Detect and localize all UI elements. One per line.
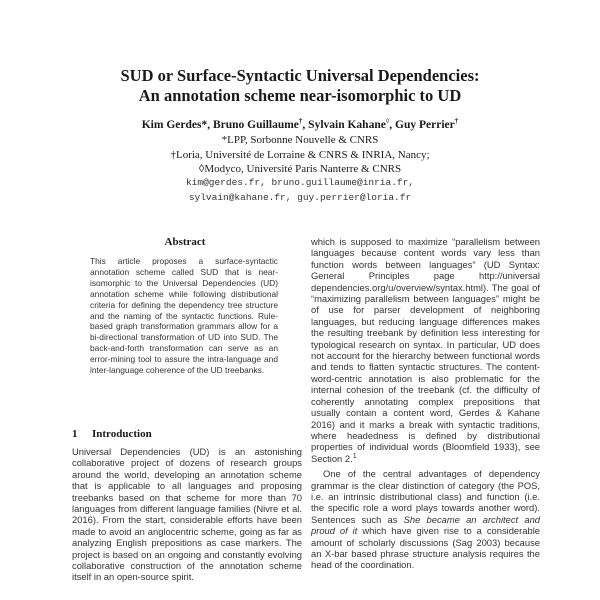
email-line-1[interactable]: kim@gerdes.fr, bruno.guillaume@inria.fr, [185,177,415,188]
author: Sylvain Kahane◊, [308,117,396,131]
footnote-mark[interactable]: 1 [352,452,357,460]
author: Kim Gerdes*, [141,119,213,131]
affiliation-loria: †Loria, Université de Lorraine & CNRS & INRIA, Nancy; [170,148,430,161]
author-emails [0,176,600,205]
paper-title [0,66,600,106]
email-line-2[interactable]: sylvain@kahane.fr, guy.perrier@loria.fr [188,191,412,203]
author: Bruno Guillaume†, [212,117,309,131]
author-list [0,118,600,133]
paragraph: One of the central advantages of dependency grammar is the clear distinction of category (the POS, i.e. an intrinsic distributional class) and function (i.e. the specific role a word plays towards another word). Sentences such as She became an architect and proud of it which have given rise to a considerable amount of scholarly discussions (Sag 2003) because an X-bar based phrase structure analysis requires the head of the coordination. [311,468,541,571]
affiliation-lpp: *LPP, Sorbonne Nouvelle & CNRS [221,134,379,146]
title-line-1: SUD or Surface-Syntactic Universal Dependencies: [120,66,480,85]
affiliations [0,133,600,177]
introduction-text: Universal Dependencies (UD) is an astonishing collaborative project of dozens of research groups around the world, developing an annotation scheme that is applicable to all languages and proposing treebanks based on that scheme for more than 70 languages from different language families (Nivre et al. 2016). From the start, considerable efforts have been made to avoid an anglocentric scheme, going as far as analyzing English prepositions as case markers. The project is based on an ongoing and constantly evolving collaborative construction of the annotation scheme itself in an open-source spirit. [72,446,302,583]
title-line-2: An annotation scheme near-isomorphic to UD [138,86,462,105]
abstract-text: This article proposes a surface-syntactic annotation scheme called SUD that is near-isomorphic to the Universal Dependencies (UD) annotation scheme while following distributional criteria for defining the dependency tree structure and the naming of the syntactic functions. Rule-based graph transformation grammars allow for a bi-directional transformation of UD into SUD. The back-and-forth transformation can serve as an error-mining tool to assure the intra-language and inter-language coherence of the UD treebanks. [90,256,278,376]
author: Guy Perrier† [395,117,459,131]
section-number: 1 [72,428,78,440]
paragraph: which is supposed to maximize “parallelism between languages because content words vary less than function words between languages” (UD Syntax: General Principles page http://universal dependencies.org/u/overview/syntax.html). The goal of “maximizing parallelism between languages” might be of use for parser development of neighboring languages, but reducing language differences makes the resulting treebank by definition less interesting for typological research on syntax. In particular, UD does not account for the hierarchy between functional words and tends to flatten syntactic structures. The content-word-centric annotation is also problematic for the internal cohesion of the treebank (cf. the difficulty of coherently annotating complex prepositions that usually contain a content word, Gerdes & Kahane 2016) and it marks a break with syntactic traditions, where headedness is defined by distributional properties of individual words (Bloomfield 1933), see Section 2.$^1$ [311,236,540,464]
section-heading-introduction [72,428,152,440]
section-title: Introduction [92,428,152,440]
affiliation-modyco: ◊Modyco, Université Paris Nanterre & CNRS [198,163,402,175]
abstract-heading: Abstract [164,236,206,248]
right-column [311,236,540,571]
